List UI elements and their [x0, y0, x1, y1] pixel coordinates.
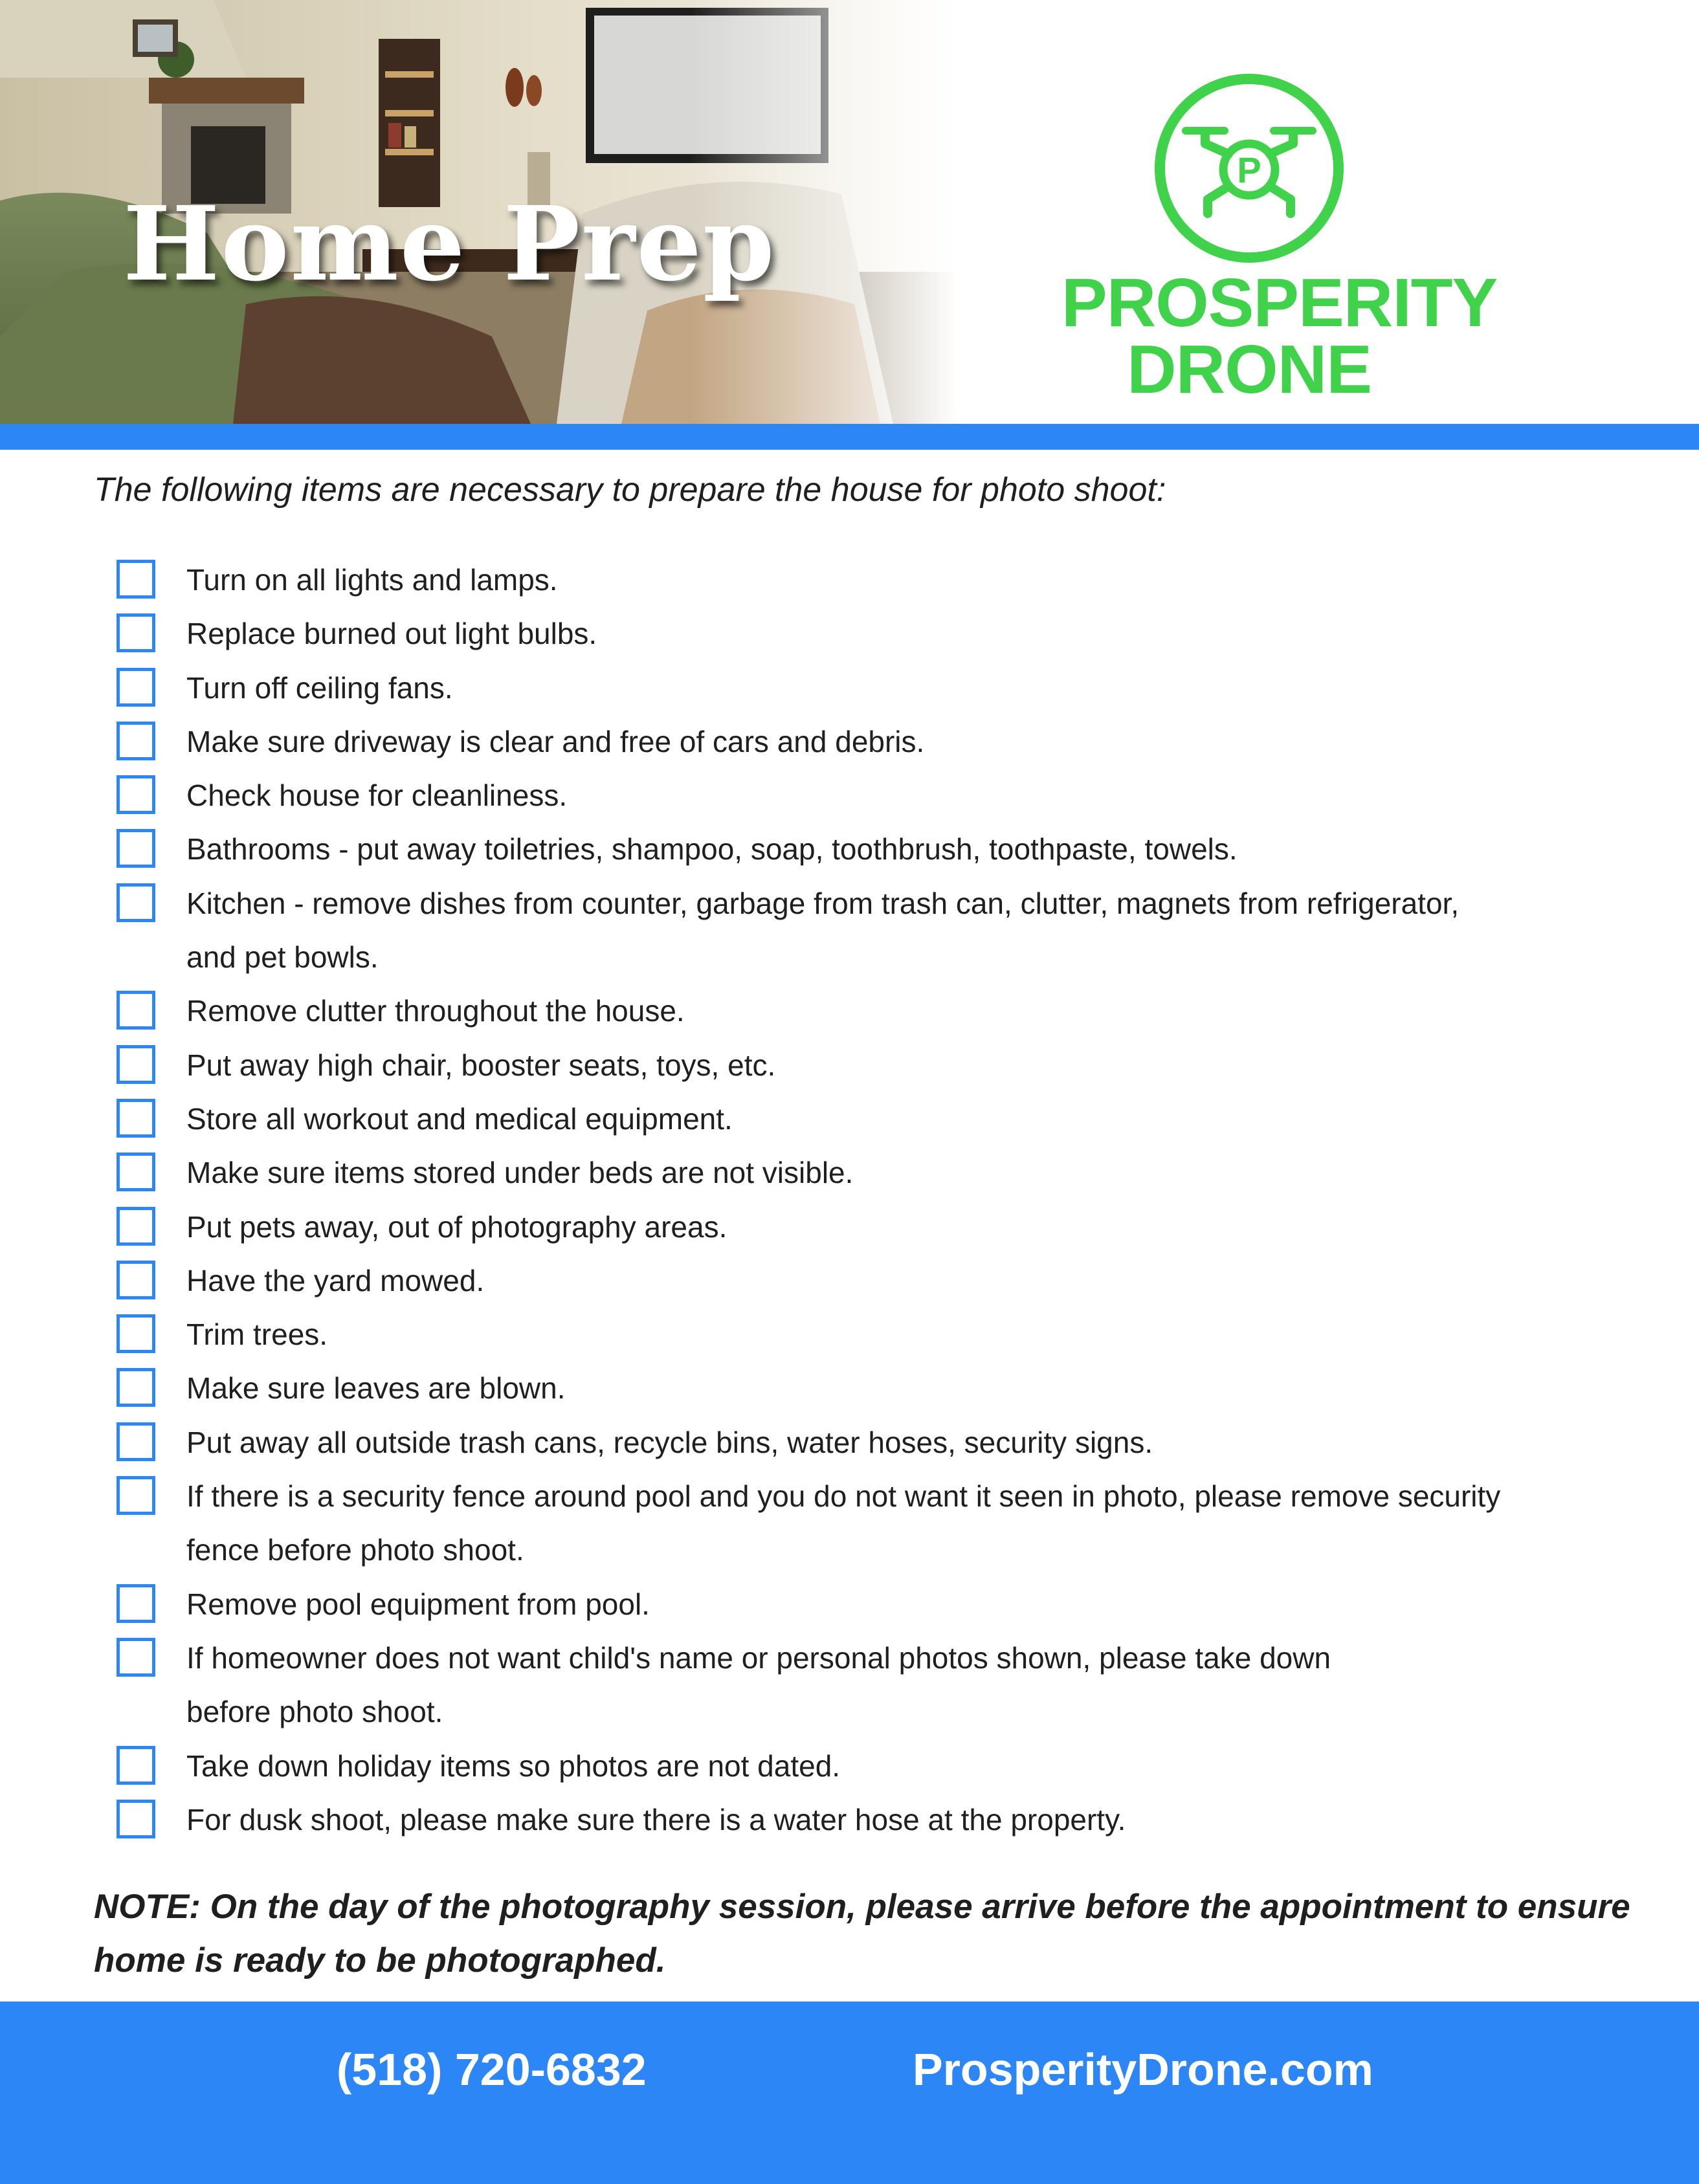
checkbox[interactable]: [117, 991, 155, 1030]
checklist-item-text: Take down holiday items so photos are not dated.: [186, 1749, 841, 1783]
checkbox[interactable]: [117, 1638, 155, 1677]
checklist-item[interactable]: [117, 1584, 1605, 1638]
checkbox[interactable]: [117, 1476, 155, 1515]
checklist-item-text: Remove clutter throughout the house.: [186, 994, 685, 1028]
checkbox[interactable]: [117, 560, 155, 599]
checklist-item-text: Store all workout and medical equipment.: [186, 1102, 733, 1136]
checklist-item[interactable]: [117, 1099, 1605, 1153]
checklist-item-text: Bathrooms - put away toiletries, shampoo, soap, toothbrush, toothpaste, towels.: [186, 832, 1238, 866]
header: [0, 0, 1699, 424]
checklist-item-text: and pet bowls.: [186, 940, 379, 974]
checklist-item-text: Kitchen - remove dishes from counter, garbage from trash can, clutter, magnets from refrigerator,: [186, 887, 1460, 920]
checklist-item[interactable]: [117, 1261, 1605, 1314]
checklist-item[interactable]: [117, 1746, 1605, 1800]
checkbox[interactable]: [117, 1207, 155, 1246]
logo-letter: P: [1237, 149, 1261, 190]
checklist-item-text: Put pets away, out of photography areas.: [186, 1210, 727, 1244]
checklist-item-text: If there is a security fence around pool and you do not want it seen in photo, please remove security: [186, 1479, 1501, 1513]
checklist-item[interactable]: [117, 1153, 1605, 1206]
checklist-item-text: Turn on all lights and lamps.: [186, 563, 558, 597]
brand-logo: [1061, 65, 1498, 408]
checkbox[interactable]: [117, 1153, 155, 1191]
website-link[interactable]: ProsperityDrone.com: [913, 2044, 1373, 2095]
checklist-item[interactable]: [117, 722, 1605, 775]
checklist-item[interactable]: [117, 1422, 1605, 1476]
brand-name-line-2: DRONE: [1127, 331, 1371, 408]
checklist-item[interactable]: [117, 1800, 1605, 1853]
note-line-1: NOTE: On the day of the photography session, please arrive before the appointment to ensure: [94, 1888, 1630, 1926]
checklist-item-text: Trim trees.: [186, 1318, 328, 1351]
checkbox[interactable]: [117, 829, 155, 868]
checklist-item-text: before photo shoot.: [186, 1695, 443, 1728]
checklist-item[interactable]: [117, 883, 1605, 991]
checklist-item-text: Turn off ceiling fans.: [186, 671, 453, 705]
checkbox[interactable]: [117, 1045, 155, 1084]
checkbox[interactable]: [117, 1746, 155, 1785]
checklist-item-text: Put away high chair, booster seats, toys, etc.: [186, 1048, 776, 1082]
checklist-item[interactable]: [117, 775, 1605, 829]
checklist-item[interactable]: [117, 668, 1605, 722]
checklist-item-text: Replace burned out light bulbs.: [186, 617, 597, 650]
checklist-item-text: Put away all outside trash cans, recycle bins, water hoses, security signs.: [186, 1426, 1153, 1459]
phone-number[interactable]: (518) 720-6832: [337, 2044, 647, 2095]
checkbox[interactable]: [117, 1261, 155, 1299]
checkbox[interactable]: [117, 775, 155, 814]
drone-p-icon: [1152, 71, 1346, 265]
checklist-item[interactable]: [117, 1368, 1605, 1422]
checklist-item-text: Make sure items stored under beds are not visible.: [186, 1156, 854, 1189]
checklist-item[interactable]: [117, 991, 1605, 1044]
checklist-item[interactable]: [117, 613, 1605, 667]
checkbox[interactable]: [117, 613, 155, 652]
checklist-item[interactable]: [117, 829, 1605, 883]
checklist-item-text: fence before photo shoot.: [186, 1533, 524, 1567]
note: [94, 1880, 1647, 1987]
intro-text: The following items are necessary to prepare the house for photo shoot:: [94, 471, 1166, 509]
checkbox[interactable]: [117, 1368, 155, 1407]
checklist-item-text: Remove pool equipment from pool.: [186, 1587, 650, 1621]
checklist-item-text: Check house for cleanliness.: [186, 778, 568, 812]
brand-name-line-1: PROSPERITY: [1061, 265, 1498, 341]
checkbox[interactable]: [117, 883, 155, 922]
note-line-2: home is ready to be photographed.: [94, 1941, 666, 1980]
checklist-item[interactable]: [117, 1638, 1605, 1746]
checklist-item-text: Make sure leaves are blown.: [186, 1371, 566, 1405]
checklist-item[interactable]: [117, 1476, 1605, 1584]
page-title: Home Prep: [123, 184, 776, 304]
checklist-item-text: Make sure driveway is clear and free of cars and debris.: [186, 725, 925, 758]
checkbox[interactable]: [117, 1800, 155, 1838]
checkbox[interactable]: [117, 722, 155, 760]
checklist-item-text: If homeowner does not want child's name or personal photos shown, please take down: [186, 1641, 1331, 1675]
checklist-item[interactable]: [117, 1207, 1605, 1261]
checkbox[interactable]: [117, 1422, 155, 1461]
checkbox[interactable]: [117, 668, 155, 707]
checkbox[interactable]: [117, 1584, 155, 1623]
checklist-item[interactable]: [117, 1045, 1605, 1099]
checklist-item[interactable]: [117, 560, 1605, 613]
footer: [0, 2002, 1699, 2184]
hero-living-room-photo: [0, 0, 958, 424]
checklist-item-text: For dusk shoot, please make sure there is a water hose at the property.: [186, 1803, 1126, 1837]
checkbox[interactable]: [117, 1099, 155, 1138]
accent-band: [0, 424, 1699, 450]
checkbox[interactable]: [117, 1314, 155, 1353]
checklist-item[interactable]: [117, 1314, 1605, 1368]
checklist-item-text: Have the yard mowed.: [186, 1264, 485, 1297]
